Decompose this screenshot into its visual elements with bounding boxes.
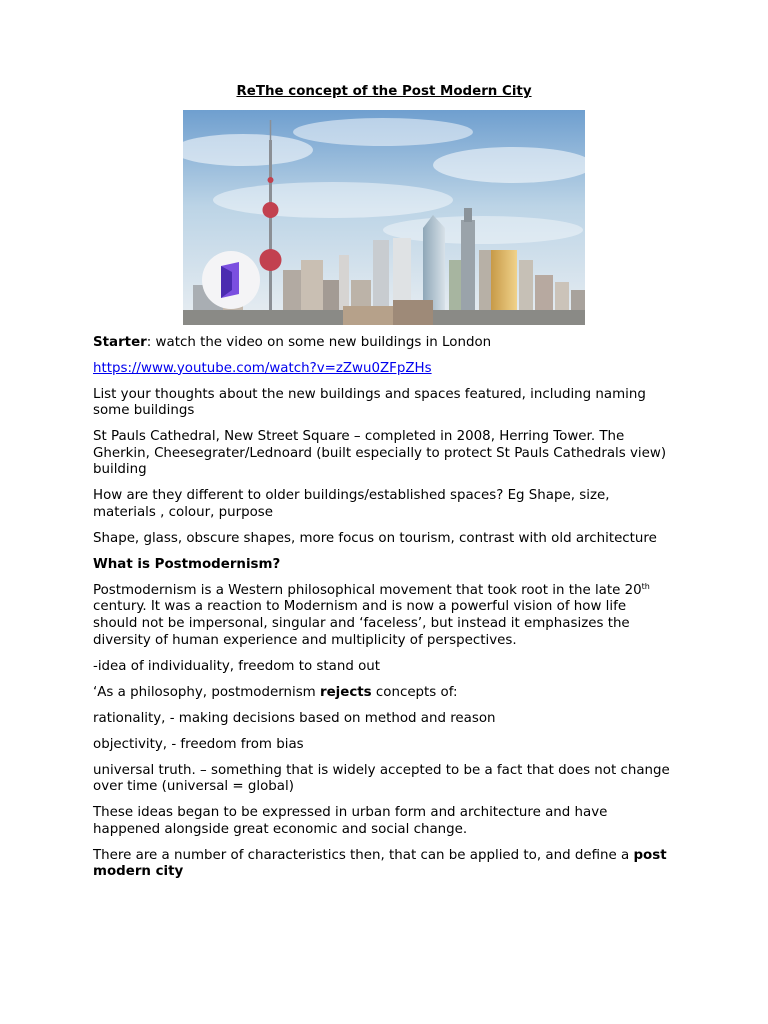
- philosophy-text-1: ‘As a philosophy, postmodernism: [93, 684, 320, 700]
- postmodernism-paragraph: [93, 583, 673, 649]
- starter-paragraph: [93, 335, 673, 352]
- page-title: ReThe concept of the Post Modern City: [236, 84, 532, 99]
- list-thoughts-paragraph: List your thoughts about the new buildings and spaces featured, including naming some buildings: [93, 386, 646, 419]
- ideas-paragraph: These ideas began to be expressed in urban form and architecture and have happened alongside great economic and social change.: [93, 805, 608, 837]
- individuality-paragraph: -idea of individuality, freedom to stand out: [93, 658, 381, 674]
- postmodernism-heading: [93, 557, 673, 574]
- rationality-paragraph: rationality, - making decisions based on method and reason: [93, 710, 496, 726]
- starter-text: : watch the video on some new buildings in London: [146, 334, 492, 350]
- shape-paragraph: Shape, glass, obscure shapes, more focus on tourism, contrast with old architecture: [93, 530, 657, 546]
- characteristics-bold: post modern city: [93, 847, 667, 880]
- postmodernism-text-1: Postmodernism is a Western philosophical movement that took root in the late 20: [93, 582, 642, 598]
- characteristics-text: There are a number of characteristics then, that can be applied to, and define a: [93, 847, 634, 863]
- philosophy-paragraph: [93, 685, 673, 702]
- document-page: [93, 84, 673, 890]
- document-logo-icon[interactable]: [202, 251, 260, 309]
- city-skyline-image: [183, 110, 585, 325]
- universal-paragraph: universal truth. – something that is widely accepted to be a fact that does not change over time (universal = global): [93, 762, 670, 795]
- video-link[interactable]: https://www.youtube.com/watch?v=zZwu0ZFpZHs: [93, 360, 432, 376]
- starter-label: Starter: [93, 334, 147, 350]
- postmodernism-sup: th: [641, 581, 650, 591]
- buildings-paragraph: St Pauls Cathedral, New Street Square – completed in 2008, Herring Tower. The Gherkin, Cheesegrater/Lednoard (built especially to protect St Pauls Cathedrals view) building: [93, 429, 667, 478]
- philosophy-bold: rejects: [319, 684, 372, 700]
- objectivity-paragraph: objectivity, - freedom from bias: [93, 736, 304, 752]
- video-link-paragraph: [93, 361, 673, 378]
- postmodernism-heading-text: What is Postmodernism?: [93, 556, 281, 572]
- different-paragraph: How are they different to older buildings/established spaces? Eg Shape, size, materials , colour, purpose: [93, 488, 610, 520]
- postmodernism-text-2: century. It was a reaction to Modernism and is now a powerful vision of how life should not be impersonal, singular and ‘faceless’, but instead it emphasizes the diversity of human experience and multiplicity of perspectives.: [93, 599, 630, 648]
- characteristics-paragraph: [93, 848, 673, 881]
- philosophy-text-2: concepts of:: [371, 684, 458, 700]
